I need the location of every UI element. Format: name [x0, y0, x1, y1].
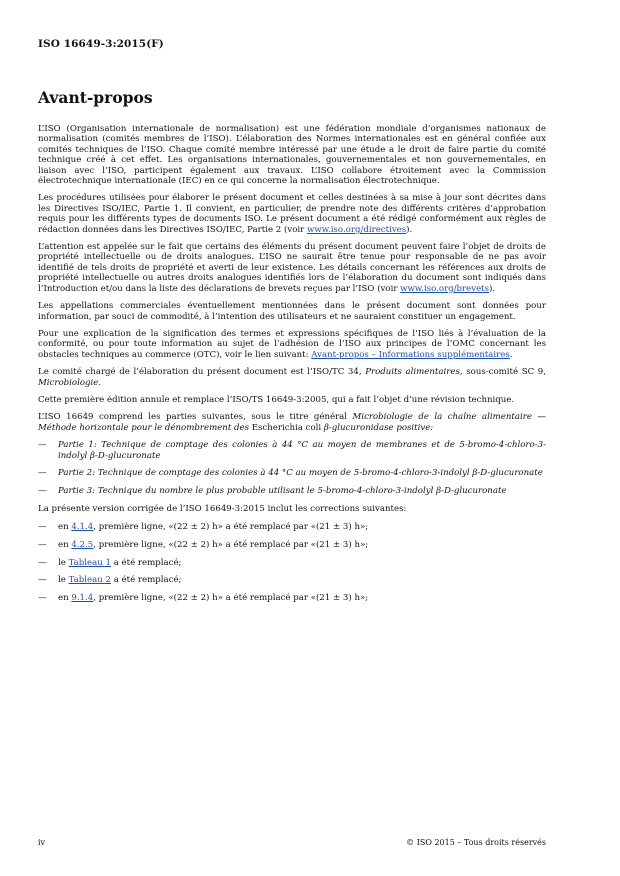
list-item: — le Tableau 1 a été remplacé;	[38, 557, 182, 568]
link-4-1-4[interactable]: 4.1.4	[71, 521, 94, 532]
paragraph-patents: L’attention est appelée sur le fait que certains des éléments du présent document peuvent faire l’objet de droits de propriété intellectuelle ou de droits analogues. L’ISO ne saurait être tenue pour responsable de ne pas avoir identifié de tels droits de propriété et averti de leur existence. Les détails concernant les références aux droits de propriété intellectuelle ou autres droits analogues identifiés lors de l’élaboration du document sont indiqués dans l’Introduction et/ou dans la liste des déclarations de brevets reçues par l’ISO (voir www.iso.org/brevets).	[38, 242, 546, 294]
document-body	[38, 124, 546, 611]
list-item: — Partie 1: Technique de comptage des colonies à 44 °C au moyen de membranes et de 5-bromo-4-chloro-3-indolyl β-D-glucuronate	[38, 440, 546, 461]
paragraph-iso-intro: L’ISO (Organisation internationale de normalisation) est une fédération mondiale d’organismes nationaux de normalisation (comités membres de l’ISO). L’élaboration des Normes internationales est en général confiée aux comités techniques de l’ISO. Chaque comité membre intéressé par une étude a le droit de faire partie du comité technique créé à cet effet. Les organisations internationales, gouvernementales et non gouvernementales, en liaison avec l’ISO, participent également aux travaux. L’ISO collabore étroitement avec la Commission électrotechnique internationale (IEC) en ce qui concerne la normalisation électrotechnique.	[38, 124, 546, 187]
link-directives[interactable]: www.iso.org/directives	[306, 224, 407, 235]
paragraph-trade-names: Les appellations commerciales éventuellement mentionnées dans le présent document sont données pour information, par souci de commodité, à l’intention des utilisateurs et ne sauraient constituer un engagement.	[38, 301, 546, 322]
list-item: — en 4.1.4, première ligne, «(22 ± 2) h» a été remplacé par «(21 ± 3) h»;	[38, 521, 369, 532]
link-supplementary-info[interactable]: Avant-propos – Informations supplémentaires	[311, 349, 510, 360]
list-item: — en 9.1.4, première ligne, «(22 ± 2) h» a été remplacé par «(21 ± 3) h»;	[38, 593, 369, 604]
link-9-1-4[interactable]: 9.1.4	[71, 593, 94, 604]
paragraph-parts-intro: L’ISO 16649 comprend les parties suivantes, sous le titre général Microbiologie de la chaîne alimentaire — Méthode horizontale pour le dénombrement des Escherichia coli β-glucuronidase positive:	[38, 412, 546, 433]
link-brevets[interactable]: www.iso.org/brevets	[400, 283, 490, 294]
paragraph-conformity: Pour une explication de la signification des termes et expressions spécifiques de l’ISO liés à l’évaluation de la conformité, ou pour toute information au sujet de l’adhésion de l’ISO aux principes de l’OMC concernant les obstacles techniques au commerce (OTC), voir le lien suivant: Avant-propos – Informations supplémentaires.	[38, 328, 546, 360]
list-item: — en 4.2.5, première ligne, «(22 ± 2) h» a été remplacé par «(21 ± 3) h»;	[38, 539, 369, 550]
corrections-list	[38, 522, 546, 604]
paragraph-committee: Le comité chargé de l’élaboration du présent document est l’ISO/TC 34, Produits alimentaires, sous-comité SC 9, Microbiologie.	[38, 367, 547, 388]
page-title: Avant-propos	[38, 88, 153, 107]
document-page	[38, 0, 546, 876]
link-tableau-2[interactable]: Tableau 2	[68, 575, 111, 586]
page-number: iv	[38, 838, 46, 847]
copyright-notice: © ISO 2015 – Tous droits réservés	[406, 838, 546, 847]
link-tableau-1[interactable]: Tableau 1	[68, 557, 111, 568]
link-4-2-5[interactable]: 4.2.5	[71, 539, 94, 550]
page-footer	[38, 838, 546, 847]
list-item: — Partie 2: Technique de comptage des colonies à 44 °C au moyen de 5-bromo-4-chloro-3-indolyl β-D-glucuronate	[38, 468, 543, 479]
list-item: — Partie 3: Technique du nombre le plus probable utilisant le 5-bromo-4-chloro-3-indolyl β-D-glucuronate	[38, 486, 507, 497]
paragraph-edition: Cette première édition annule et remplace l’ISO/TS 16649-3:2005, qui a fait l’objet d’une révision technique.	[38, 394, 515, 405]
document-id: ISO 16649-3:2015(F)	[38, 38, 164, 50]
paragraph-corrections-intro: La présente version corrigée de l’ISO 16649-3:2015 inclut les corrections suivantes:	[38, 504, 407, 515]
parts-list	[38, 440, 546, 497]
list-item: — le Tableau 2 a été remplacé;	[38, 575, 182, 586]
paragraph-procedures: Les procédures utilisées pour élaborer le présent document et celles destinées à sa mise à jour sont décrites dans les Directives ISO/IEC, Partie 1. Il convient, en particulier, de prendre note des différents critères d’approbation requis pour les différents types de documents ISO. Le présent document a été rédigé conformément aux règles de rédaction données dans les Directives ISO/IEC, Partie 2 (voir www.iso.org/directives).	[38, 193, 546, 235]
